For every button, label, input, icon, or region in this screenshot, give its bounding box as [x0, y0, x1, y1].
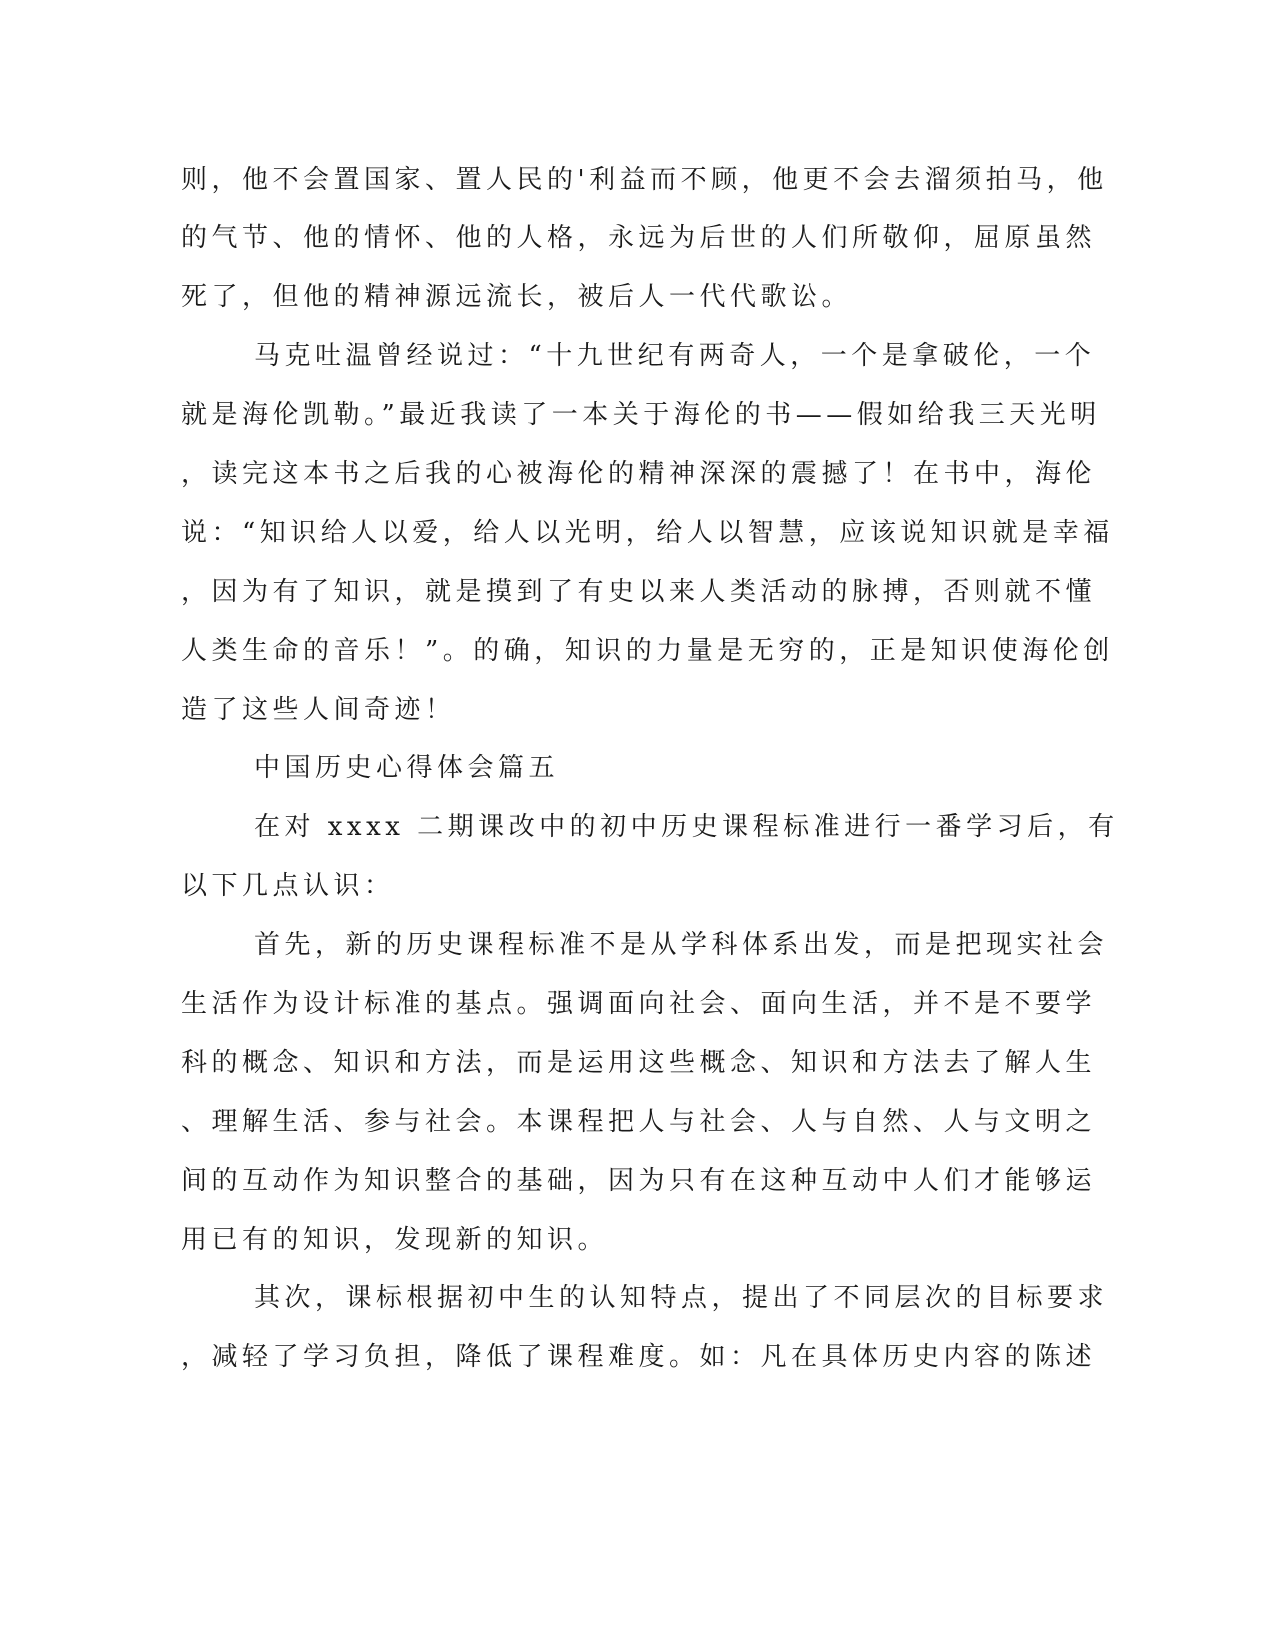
body-text-line: ，因为有了知识，就是摸到了有史以来人类活动的脉搏，否则就不懂	[181, 577, 1097, 607]
body-text-line: 、理解生活、参与社会。本课程把人与社会、人与自然、人与文明之	[181, 1107, 1097, 1137]
body-text-line: 间的互动作为知识整合的基础，因为只有在这种互动中人们才能够运	[181, 1166, 1097, 1196]
body-text-line: 死了，但他的精神源远流长，被后人一代代歌讼。	[181, 282, 853, 312]
body-text-line: 其次，课标根据初中生的认知特点，提出了不同层次的目标要求	[254, 1283, 1109, 1313]
body-text-line: 的气节、他的情怀、他的人格，永远为后世的人们所敬仰，屈原虽然	[181, 223, 1097, 253]
body-text-line: 在对 xxxx 二期课改中的初中历史课程标准进行一番学习后，有	[254, 812, 1119, 842]
body-text-line: 生活作为设计标准的基点。强调面向社会、面向生活，并不是不要学	[181, 989, 1097, 1019]
body-text-line: 人类生命的音乐！”。的确，知识的力量是无穷的，正是知识使海伦创	[181, 636, 1114, 666]
body-text-line: ，读完这本书之后我的心被海伦的精神深深的震撼了！在书中，海伦	[181, 459, 1097, 489]
body-text-line: 就是海伦凯勒。”最近我读了一本关于海伦的书——假如给我三天光明	[181, 400, 1101, 430]
body-text-line: 科的概念、知识和方法，而是运用这些概念、知识和方法去了解人生	[181, 1048, 1097, 1078]
body-text-line: 说：“知识给人以爱，给人以光明，给人以智慧，应该说知识就是幸福	[181, 518, 1114, 548]
section-heading: 中国历史心得体会篇五	[254, 753, 560, 783]
body-text-line: 造了这些人间奇迹！	[181, 695, 456, 725]
body-text-line: ，减轻了学习负担，降低了课程难度。如：凡在具体历史内容的陈述	[181, 1342, 1097, 1372]
body-text-line: 马克吐温曾经说过：“十九世纪有两奇人，一个是拿破伦，一个	[254, 341, 1096, 371]
body-text-line: 用已有的知识，发现新的知识。	[181, 1225, 609, 1255]
body-text-line: 则，他不会置国家、置人民的'利益而不顾，他更不会去溜须拍马，他	[181, 165, 1108, 195]
body-text-line: 首先，新的历史课程标准不是从学科体系出发，而是把现实社会	[254, 930, 1109, 960]
body-text-line: 以下几点认识：	[181, 871, 395, 901]
